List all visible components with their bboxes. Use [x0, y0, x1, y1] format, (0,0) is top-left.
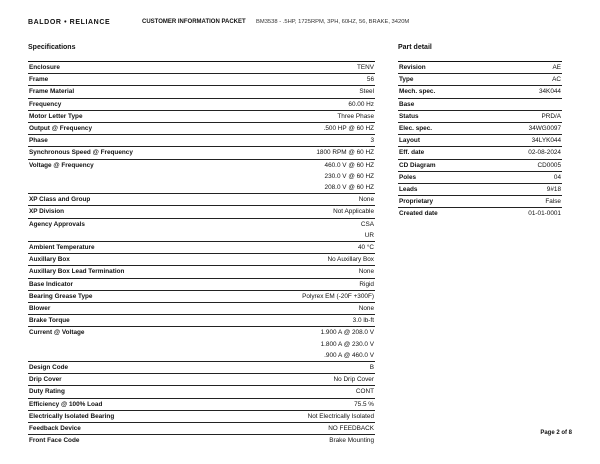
part-label: Type — [398, 74, 487, 86]
spec-label: Motor Letter Type — [28, 110, 232, 122]
part-value: False — [487, 196, 562, 208]
part-row — [398, 86, 562, 98]
spec-row — [28, 398, 375, 410]
spec-label: Base Indicator — [28, 278, 232, 290]
spec-value: Three Phase — [232, 110, 375, 122]
spec-label: Voltage @ Frequency — [28, 159, 232, 171]
spec-label: Duty Rating — [28, 386, 232, 398]
catalog-line: BM3538 - .5HP, 1725RPM, 3PH, 60HZ, 56, BRAKE, 3420M — [256, 19, 410, 25]
spec-label: Design Code — [28, 362, 232, 374]
spec-row — [28, 386, 375, 398]
spec-label: Drip Cover — [28, 374, 232, 386]
part-row — [398, 184, 562, 196]
spec-value: Not Applicable — [232, 206, 375, 218]
spec-value: .900 A @ 460.0 V — [324, 351, 374, 359]
spec-row — [28, 110, 375, 122]
spec-row — [28, 62, 375, 74]
spec-label — [28, 230, 232, 242]
spec-row — [28, 171, 375, 182]
spec-value: None — [232, 194, 375, 206]
spec-value: .500 HP @ 60 HZ — [232, 123, 375, 135]
part-value: CD0005 — [487, 159, 562, 171]
part-row — [398, 196, 562, 208]
spec-value: 60.00 Hz — [232, 98, 375, 110]
spec-label: XP Class and Group — [28, 194, 232, 206]
spec-value: TENV — [232, 62, 375, 74]
spec-label — [28, 339, 232, 350]
spec-label: Electrically Isolated Bearing — [28, 410, 232, 422]
packet-title: CUSTOMER INFORMATION PACKET — [142, 19, 246, 25]
spec-value: No Auxillary Box — [232, 254, 375, 266]
spec-value: 75.5 % — [232, 398, 375, 410]
spec-label — [28, 182, 232, 194]
specifications-title: Specifications — [28, 44, 76, 51]
spec-value: 1.800 A @ 230.0 V — [320, 340, 374, 348]
spec-label — [28, 171, 232, 182]
spec-label: Frequency — [28, 98, 232, 110]
part-label: CD Diagram — [398, 159, 487, 171]
spec-value: None — [232, 303, 375, 315]
spec-label — [28, 350, 232, 362]
part-value: AC — [487, 74, 562, 86]
part-row — [398, 110, 562, 122]
spec-value: 460.0 V @ 60 HZ — [232, 159, 375, 171]
spec-value: CONT — [232, 386, 375, 398]
spec-row — [28, 123, 375, 135]
spec-value: B — [232, 362, 375, 374]
spec-value: Steel — [232, 86, 375, 98]
spec-label: Agency Approvals — [28, 218, 232, 230]
spec-label: Brake Torque — [28, 315, 232, 327]
spec-value: 1800 RPM @ 60 HZ — [232, 147, 375, 159]
spec-row — [28, 182, 375, 194]
spec-label: XP Division — [28, 206, 232, 218]
part-value: 34LYK044 — [487, 135, 562, 147]
spec-row — [28, 266, 375, 278]
spec-row — [28, 242, 375, 254]
spec-row — [28, 435, 375, 447]
part-value: 04 — [487, 171, 562, 183]
spec-value: CSA — [232, 218, 375, 230]
spec-row — [28, 303, 375, 315]
spec-value: 3 — [232, 135, 375, 147]
spec-value: 3.0 lb-ft — [232, 315, 375, 327]
part-value: 34WG0097 — [487, 123, 562, 135]
spec-value: No Drip Cover — [232, 374, 375, 386]
spec-value: 56 — [232, 74, 375, 86]
spec-value: NO FEEDBACK — [232, 423, 375, 435]
spec-row — [28, 194, 375, 206]
spec-label: Auxillary Box Lead Termination — [28, 266, 232, 278]
part-detail-title: Part detail — [398, 44, 432, 51]
spec-value: 230.0 V @ 60 HZ — [324, 172, 374, 180]
spec-value: 1.900 A @ 208.0 V — [232, 327, 375, 339]
spec-label: Front Face Code — [28, 435, 232, 447]
part-label: Layout — [398, 135, 487, 147]
spec-row — [28, 86, 375, 98]
part-value — [487, 98, 562, 110]
specifications-table — [28, 61, 375, 447]
spec-value: 40 °C — [232, 242, 375, 254]
spec-row — [28, 230, 375, 242]
spec-row — [28, 423, 375, 435]
part-row — [398, 62, 562, 74]
spec-row — [28, 339, 375, 350]
spec-row — [28, 74, 375, 86]
spec-row — [28, 218, 375, 230]
part-label: Revision — [398, 62, 487, 74]
spec-value: UR — [364, 231, 374, 239]
spec-label: Enclosure — [28, 62, 232, 74]
part-label: Leads — [398, 184, 487, 196]
spec-row — [28, 147, 375, 159]
spec-value: Polyrex EM (-20F +300F) — [232, 290, 375, 302]
part-label: Base — [398, 98, 487, 110]
spec-label: Phase — [28, 135, 232, 147]
spec-value: Brake Mounting — [232, 435, 375, 447]
spec-row — [28, 278, 375, 290]
part-value: 02-08-2024 — [487, 147, 562, 159]
spec-label: Bearing Grease Type — [28, 290, 232, 302]
part-detail-table — [398, 61, 562, 220]
part-label: Created date — [398, 208, 487, 220]
part-value: PRD/A — [487, 110, 562, 122]
spec-row — [28, 159, 375, 171]
spec-label: Ambient Temperature — [28, 242, 232, 254]
spec-value: None — [232, 266, 375, 278]
part-row — [398, 208, 562, 220]
part-row — [398, 171, 562, 183]
part-value: AE — [487, 62, 562, 74]
spec-value: Not Electrically Isolated — [232, 410, 375, 422]
spec-value: Rigid — [232, 278, 375, 290]
spec-row — [28, 315, 375, 327]
spec-value: 208.0 V @ 60 HZ — [324, 184, 374, 192]
spec-row — [28, 98, 375, 110]
part-value: 34K044 — [487, 86, 562, 98]
spec-label: Blower — [28, 303, 232, 315]
part-label: Elec. spec. — [398, 123, 487, 135]
spec-label: Output @ Frequency — [28, 123, 232, 135]
part-label: Status — [398, 110, 487, 122]
spec-label: Frame — [28, 74, 232, 86]
spec-row — [28, 374, 375, 386]
part-label: Mech. spec. — [398, 86, 487, 98]
page-header — [28, 19, 588, 31]
spec-row — [28, 327, 375, 339]
spec-label: Feedback Device — [28, 423, 232, 435]
part-row — [398, 123, 562, 135]
part-row — [398, 159, 562, 171]
spec-label: Efficiency @ 100% Load — [28, 398, 232, 410]
spec-row — [28, 290, 375, 302]
part-label: Poles — [398, 171, 487, 183]
part-label: Proprietary — [398, 196, 487, 208]
spec-label: Auxillary Box — [28, 254, 232, 266]
part-row — [398, 98, 562, 110]
spec-label: Current @ Voltage — [28, 327, 232, 339]
spec-row — [28, 362, 375, 374]
page-number: Page 2 of 8 — [540, 430, 572, 436]
spec-row — [28, 410, 375, 422]
spec-row — [28, 206, 375, 218]
part-value: 01-01-0001 — [487, 208, 562, 220]
part-label: Eff. date — [398, 147, 487, 159]
spec-row — [28, 350, 375, 362]
part-value: 9#18 — [487, 184, 562, 196]
spec-row — [28, 135, 375, 147]
part-row — [398, 135, 562, 147]
spec-label: Frame Material — [28, 86, 232, 98]
part-row — [398, 74, 562, 86]
spec-row — [28, 254, 375, 266]
brand-logo: BALDOR • RELIANCE — [28, 19, 111, 26]
spec-label: Synchronous Speed @ Frequency — [28, 147, 232, 159]
part-row — [398, 147, 562, 159]
